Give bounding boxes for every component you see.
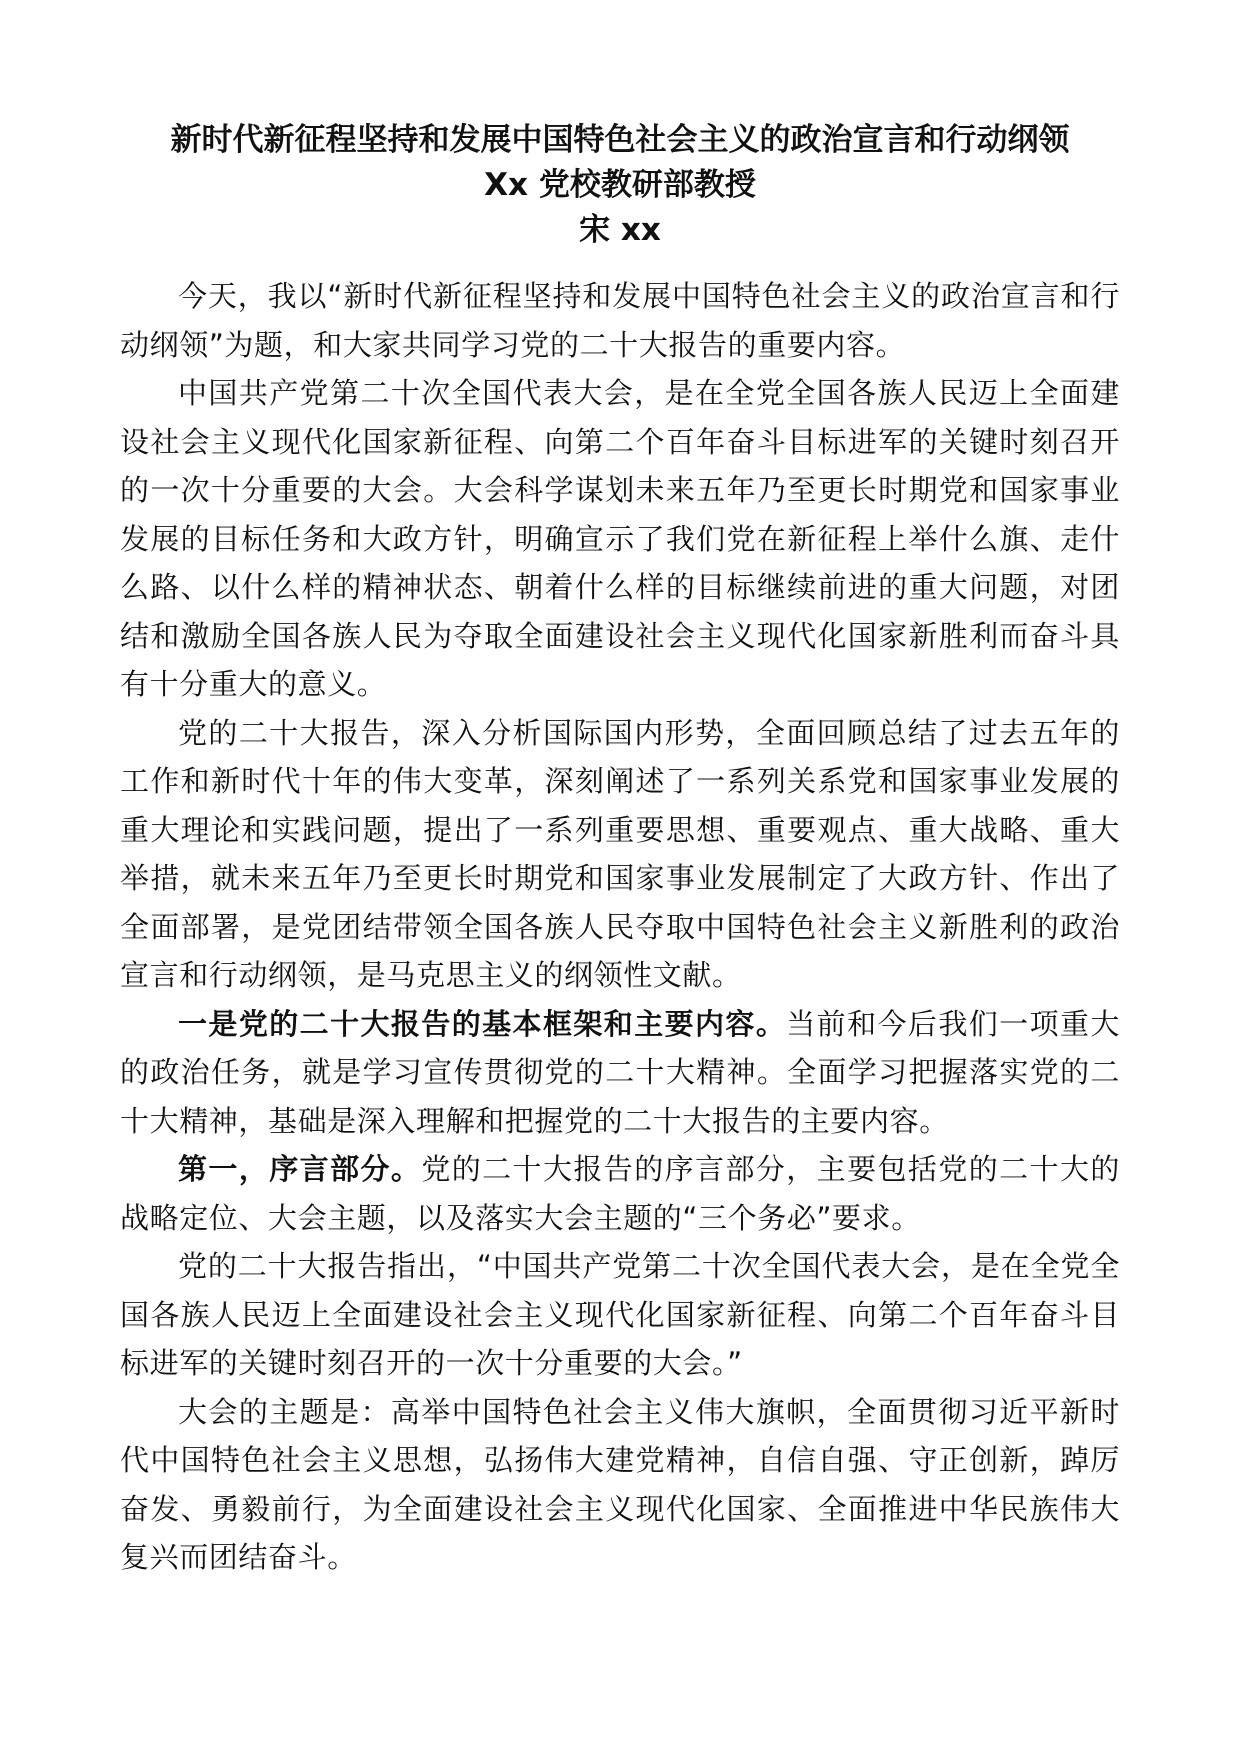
paragraph-text: 当前和今后我们一项重大的政治任务，就是学习宣传贯彻党的二十大精神。全面学习把握落实党的二十大精神，基础是深入理解和把握党的二十大报告的主要内容。 <box>120 1006 1120 1138</box>
paragraph <box>120 1145 1120 1242</box>
document-body <box>120 272 1120 1582</box>
document-header <box>100 118 1140 253</box>
paragraph-lead: 一是党的二十大报告的基本框架和主要内容。 <box>178 1006 787 1041</box>
paragraph <box>120 1388 1120 1582</box>
paragraph-lead: 第一，序言部分。 <box>178 1152 422 1186</box>
paragraph-text: 今天，我以“新时代新征程坚持和发展中国特色社会主义的政治宣言和行动纲领”为题，和大家共同学习党的二十大报告的重要内容。 <box>120 279 1120 362</box>
document-title: 新时代新征程坚持和发展中国特色社会主义的政治宣言和行动纲领 <box>170 122 1070 158</box>
paragraph-text: 大会的主题是：高举中国特色社会主义伟大旗帜，全面贯彻习近平新时代中国特色社会主义思想，弘扬伟大建党精神，自信自强、守正创新，踔厉奋发、勇毅前行，为全面建设社会主义现代化国家、全面推进中华民族伟大复兴而团结奋斗。 <box>120 1394 1120 1574</box>
paragraph-text: 党的二十大报告，深入分析国际国内形势，全面回顾总结了过去五年的工作和新时代十年的伟大变革，深刻阐述了一系列关系党和国家事业发展的重大理论和实践问题，提出了一系列重要思想、重要观点、重大战略、重大举措，就未来五年乃至更长时期党和国家事业发展制定了大政方针、作出了全面部署，是党团结带领全国各族人民夺取中国特色社会主义新胜利的政治宣言和行动纲领，是马克思主义的纲领性文献。 <box>120 715 1120 992</box>
paragraph <box>120 272 1120 369</box>
author-name: 宋 xx <box>579 212 661 248</box>
paragraph-text: 党的二十大报告指出，“中国共产党第二十次全国代表大会，是在全党全国各族人民迈上全面建设社会主义现代化国家新征程、向第二个百年奋斗目标进军的关键时刻召开的一次十分重要的大会。” <box>120 1249 1120 1380</box>
paragraph <box>120 1242 1120 1388</box>
author-affiliation: Xx 党校教研部教授 <box>484 167 756 203</box>
paragraph-text: 党的二十大报告的序言部分，主要包括党的二十大的战略定位、大会主题，以及落实大会主题的“三个务必”要求。 <box>120 1152 1120 1235</box>
paragraph <box>120 369 1120 709</box>
paragraph-text: 中国共产党第二十次全国代表大会，是在全党全国各族人民迈上全面建设社会主义现代化国家新征程、向第二个百年奋斗目标进军的关键时刻召开的一次十分重要的大会。大会科学谋划未来五年乃至更长时期党和国家事业发展的目标任务和大政方针，明确宣示了我们党在新征程上举什么旗、走什么路、以什么样的精神状态、朝着什么样的目标继续前进的重大问题，对团结和激励全国各族人民为夺取全面建设社会主义现代化国家新胜利而奋斗具有十分重大的意义。 <box>120 376 1120 701</box>
paragraph <box>120 709 1120 1000</box>
paragraph <box>120 1000 1120 1146</box>
